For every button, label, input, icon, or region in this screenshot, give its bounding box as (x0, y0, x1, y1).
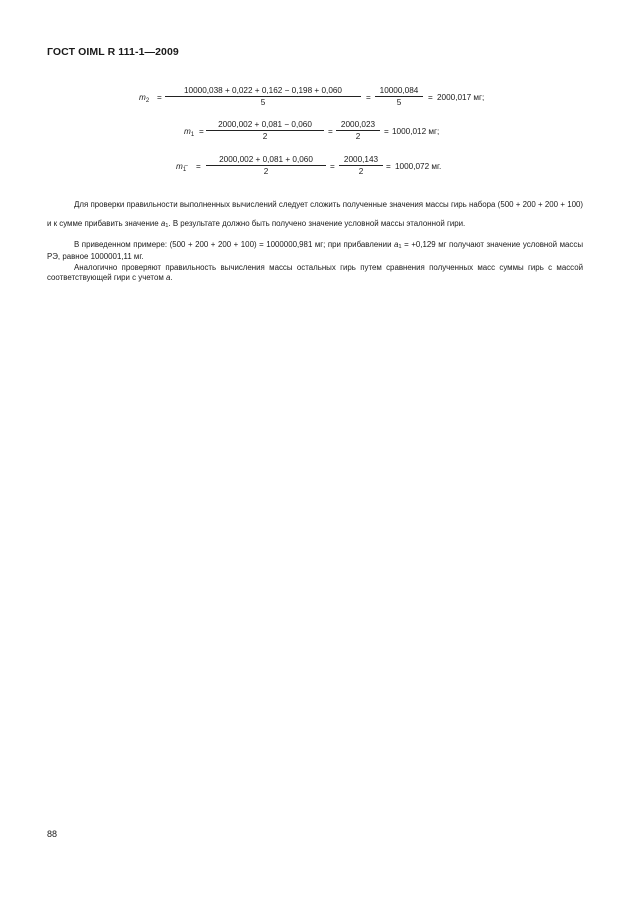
formula-m-1-result: 1000,072 мг. (395, 162, 442, 171)
equals-sign: = (384, 127, 389, 136)
formula-m1-result: 1000,012 мг; (392, 127, 440, 136)
formula-m2-lhs: $m_2$ (139, 93, 150, 104)
equals-sign: = (330, 162, 335, 171)
formula-m-1-lhs: $m_{1̅}$ (176, 162, 187, 173)
paragraph-analogous: Аналогично проверяют правильность вычисления массы остальных гирь путем сравнения полученных масс суммы гирь с массой соответствующей гири с учетом a. (47, 263, 583, 282)
formula-m-1-fraction-sum: 2000,143 2 (339, 155, 383, 176)
equals-sign: = (328, 127, 333, 136)
equals-sign: = (199, 127, 204, 136)
equals-sign: = (366, 93, 371, 102)
formula-m-1-fraction-main: 2000,002 + 0,081 + 0,060 2 (206, 155, 326, 176)
formula-m1-fraction-main: 2000,002 + 0,081 − 0,060 2 (206, 120, 324, 141)
formula-m2-result: 2000,017 мг; (437, 93, 485, 102)
paragraph-example: В приведенном примере: (500 + 200 + 200 + 100) = 1000000,981 мг; при прибавлении $a_1 = +0,129$ мг получают значение условной массы РЭ, равное 1000001,11 мг. (47, 240, 583, 261)
formula-m2-fraction-sum: 10000,084 5 (375, 86, 423, 107)
page-number: 88 (47, 829, 58, 839)
equals-sign: = (157, 93, 162, 102)
equals-sign: = (386, 162, 391, 171)
paragraph-verification: Для проверки правильности выполненных вычислений следует сложить полученные значения массы гирь набора (500 + 200 + 200 + 100) и к сумме прибавить значение $a_1$. В результате должно быть получено значение условной массы эталонной гири. (47, 200, 583, 229)
formula-m2-fraction-main: 10000,038 + 0,022 + 0,162 − 0,198 + 0,060 5 (165, 86, 361, 107)
equals-sign: = (196, 162, 201, 171)
document-header: ГОСТ OIML R 111-1—2009 (47, 46, 179, 58)
equals-sign: = (428, 93, 433, 102)
formula-m1-lhs: $m_1$ (184, 127, 195, 138)
formula-m1-fraction-sum: 2000,023 2 (336, 120, 380, 141)
